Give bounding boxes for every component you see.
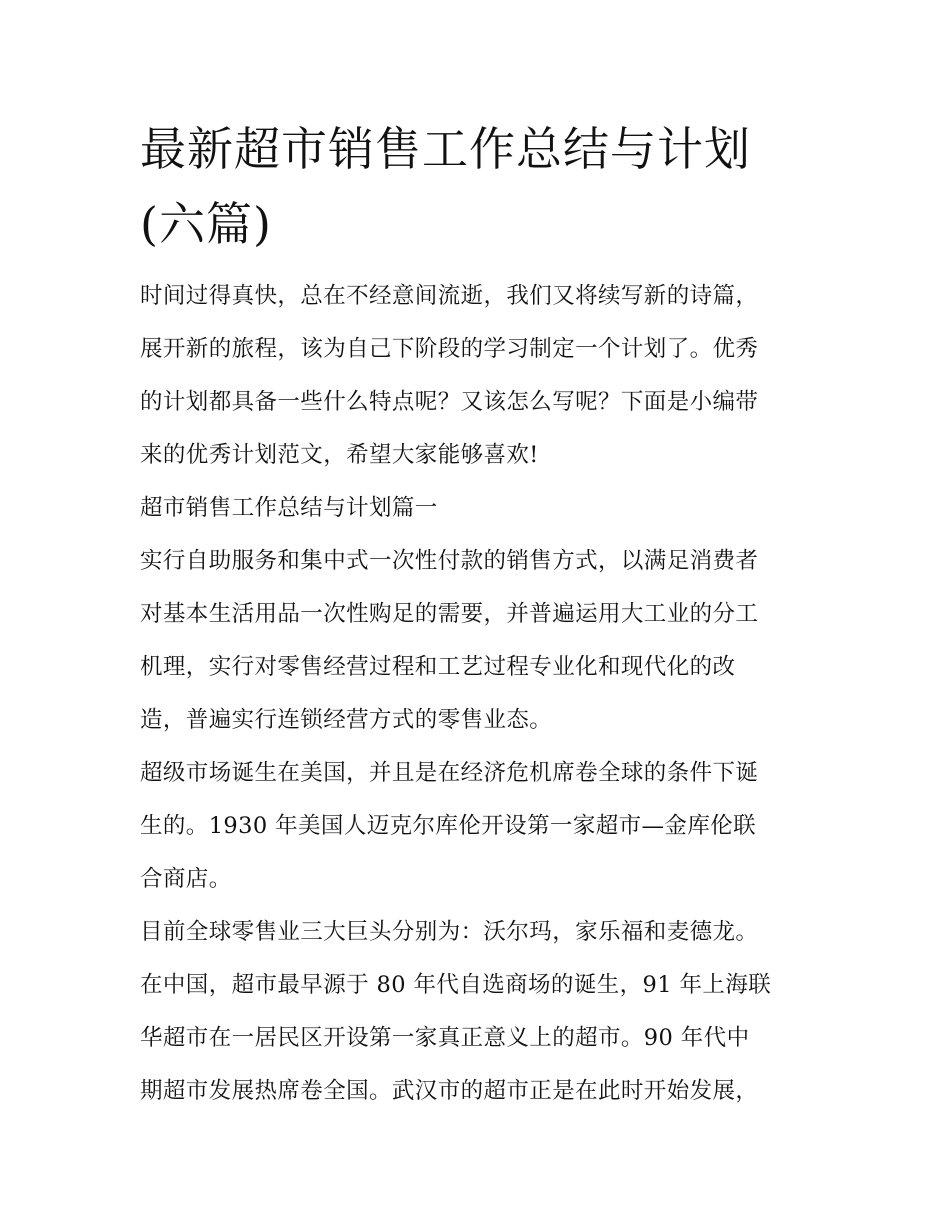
section-heading [140, 482, 815, 535]
title-line: 最新超市销售工作总结与计划 [140, 122, 751, 176]
text-line: 目前全球零售业三大巨头分别为：沃尔玛，家乐福和麦德龙。 [140, 919, 759, 945]
text-line: 超市销售工作总结与计划篇一 [140, 495, 438, 521]
text-line: 机理，实行对零售经营过程和工艺过程专业化和现代化的改 [140, 654, 736, 680]
text-line: 对基本生活用品一次性购足的需要，并普遍运用大工业的分工 [140, 601, 759, 627]
text-line: 生的。1930 年美国人迈克尔库伦开设第一家超市—金库伦联 [140, 813, 757, 839]
body-paragraph [140, 906, 815, 1118]
body-paragraph [140, 535, 815, 747]
document-body [140, 112, 815, 1118]
text-line: 华超市在一居民区开设第一家真正意义上的超市。90 年代中 [140, 1025, 750, 1051]
text-line: 合商店。 [140, 866, 232, 892]
text-line: 在中国，超市最早源于 80 年代自选商场的诞生，91 年上海联 [140, 972, 772, 998]
document-title [140, 112, 815, 262]
title-line: (六篇) [140, 197, 272, 251]
title-spacer [140, 262, 815, 270]
text-line: 来的优秀计划范文，希望大家能够喜欢! [140, 442, 539, 468]
intro-paragraph [140, 270, 815, 482]
text-line: 实行自助服务和集中式一次性付款的销售方式，以满足消费者 [140, 548, 759, 574]
body-paragraph [140, 747, 815, 906]
text-line: 展开新的旅程，该为自己下阶段的学习制定一个计划了。优秀 [140, 336, 759, 362]
text-line: 的计划都具备一些什么特点呢？又该怎么写呢？下面是小编带 [140, 389, 759, 415]
text-line: 超级市场诞生在美国，并且是在经济危机席卷全球的条件下诞 [140, 760, 759, 786]
text-line: 期超市发展热席卷全国。武汉市的超市正是在此时开始发展， [140, 1078, 759, 1104]
text-line: 时间过得真快，总在不经意间流逝，我们又将续写新的诗篇， [140, 283, 759, 309]
text-line: 造，普遍实行连锁经营方式的零售业态。 [140, 707, 553, 733]
